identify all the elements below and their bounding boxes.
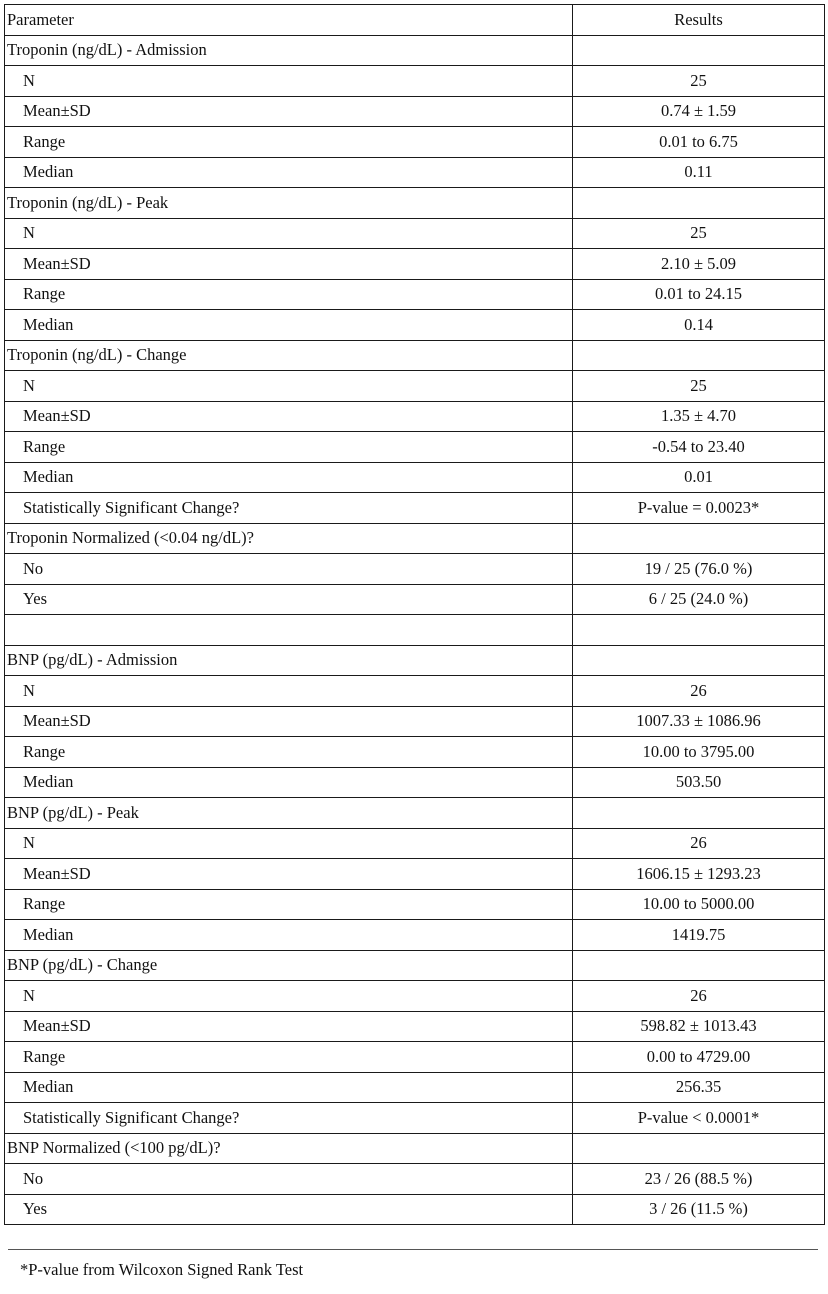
row-result-value — [573, 1133, 825, 1164]
row-result-value — [573, 798, 825, 829]
row-result-value — [573, 340, 825, 371]
row-stat-label: Yes — [5, 584, 573, 615]
row-section-label: Troponin Normalized (<0.04 ng/dL)? — [5, 523, 573, 554]
row-result-value: 1606.15 ± 1293.23 — [573, 859, 825, 890]
row-result-value: 1007.33 ± 1086.96 — [573, 706, 825, 737]
row-result-value: 503.50 — [573, 767, 825, 798]
row-result-value: 0.14 — [573, 310, 825, 341]
table-row — [5, 706, 825, 737]
row-stat-label: N — [5, 218, 573, 249]
row-stat-label: Mean±SD — [5, 249, 573, 280]
row-stat-label: N — [5, 676, 573, 707]
row-result-value: 3 / 26 (11.5 %) — [573, 1194, 825, 1225]
table-header-row — [5, 5, 825, 36]
row-stat-label: Range — [5, 737, 573, 768]
table-row — [5, 188, 825, 219]
table-row — [5, 462, 825, 493]
table-row — [5, 1042, 825, 1073]
row-section-label: BNP (pg/dL) - Admission — [5, 645, 573, 676]
header-parameter: Parameter — [5, 5, 573, 36]
table-row — [5, 737, 825, 768]
table-row — [5, 950, 825, 981]
table-body — [5, 35, 825, 1225]
row-stat-label: Median — [5, 310, 573, 341]
table-row — [5, 157, 825, 188]
row-result-value: 0.01 to 24.15 — [573, 279, 825, 310]
row-result-value: P-value < 0.0001* — [573, 1103, 825, 1134]
table-row — [5, 615, 825, 646]
footnote-divider — [8, 1249, 818, 1250]
table-row — [5, 981, 825, 1012]
row-section-label — [5, 615, 573, 646]
row-result-value — [573, 35, 825, 66]
table-row — [5, 554, 825, 585]
row-stat-label: N — [5, 981, 573, 1012]
table-row — [5, 889, 825, 920]
row-result-value — [573, 950, 825, 981]
row-stat-label: Mean±SD — [5, 859, 573, 890]
row-section-label: BNP (pg/dL) - Change — [5, 950, 573, 981]
row-result-value: 26 — [573, 981, 825, 1012]
table-row — [5, 310, 825, 341]
row-result-value: 0.01 — [573, 462, 825, 493]
table-row — [5, 828, 825, 859]
row-stat-label: No — [5, 554, 573, 585]
row-result-value: 0.01 to 6.75 — [573, 127, 825, 158]
row-result-value: 1.35 ± 4.70 — [573, 401, 825, 432]
row-stat-label: Mean±SD — [5, 1011, 573, 1042]
row-section-label: Troponin (ng/dL) - Admission — [5, 35, 573, 66]
row-stat-label: Mean±SD — [5, 706, 573, 737]
table-row — [5, 1194, 825, 1225]
table-row — [5, 798, 825, 829]
row-result-value: 256.35 — [573, 1072, 825, 1103]
row-stat-label: Range — [5, 1042, 573, 1073]
row-result-value: 0.00 to 4729.00 — [573, 1042, 825, 1073]
table-row — [5, 279, 825, 310]
row-result-value: 1419.75 — [573, 920, 825, 951]
table-row — [5, 676, 825, 707]
row-stat-label: Yes — [5, 1194, 573, 1225]
row-result-value: 598.82 ± 1013.43 — [573, 1011, 825, 1042]
row-stat-label: Median — [5, 1072, 573, 1103]
table-row — [5, 523, 825, 554]
table-row — [5, 66, 825, 97]
footnote: *P-value from Wilcoxon Signed Rank Test — [20, 1260, 304, 1279]
row-result-value: 0.11 — [573, 157, 825, 188]
row-result-value: 26 — [573, 828, 825, 859]
table-row — [5, 249, 825, 280]
row-stat-label: N — [5, 66, 573, 97]
row-stat-label: Mean±SD — [5, 401, 573, 432]
table-row — [5, 340, 825, 371]
row-result-value: -0.54 to 23.40 — [573, 432, 825, 463]
table-row — [5, 920, 825, 951]
table-row — [5, 1133, 825, 1164]
row-result-value — [573, 645, 825, 676]
row-result-value: 2.10 ± 5.09 — [573, 249, 825, 280]
table-row — [5, 767, 825, 798]
table-row — [5, 1072, 825, 1103]
row-result-value: 25 — [573, 66, 825, 97]
row-section-label: BNP Normalized (<100 pg/dL)? — [5, 1133, 573, 1164]
row-section-label: Troponin (ng/dL) - Change — [5, 340, 573, 371]
row-result-value: P-value = 0.0023* — [573, 493, 825, 524]
row-stat-label: Statistically Significant Change? — [5, 493, 573, 524]
row-stat-label: N — [5, 828, 573, 859]
row-stat-label: Statistically Significant Change? — [5, 1103, 573, 1134]
table-row — [5, 1011, 825, 1042]
row-section-label: Troponin (ng/dL) - Peak — [5, 188, 573, 219]
row-result-value: 0.74 ± 1.59 — [573, 96, 825, 127]
table-row — [5, 432, 825, 463]
header-results: Results — [573, 5, 825, 36]
row-stat-label: Range — [5, 432, 573, 463]
table-row — [5, 859, 825, 890]
row-stat-label: Median — [5, 767, 573, 798]
row-stat-label: Median — [5, 157, 573, 188]
row-stat-label: Median — [5, 462, 573, 493]
row-result-value: 25 — [573, 218, 825, 249]
row-stat-label: No — [5, 1164, 573, 1195]
table-row — [5, 1164, 825, 1195]
table-row — [5, 371, 825, 402]
table-row — [5, 401, 825, 432]
row-result-value: 23 / 26 (88.5 %) — [573, 1164, 825, 1195]
table-row — [5, 35, 825, 66]
row-result-value — [573, 188, 825, 219]
row-stat-label: Range — [5, 279, 573, 310]
row-result-value: 6 / 25 (24.0 %) — [573, 584, 825, 615]
row-stat-label: Range — [5, 889, 573, 920]
table-row — [5, 127, 825, 158]
row-stat-label: Range — [5, 127, 573, 158]
table-row — [5, 1103, 825, 1134]
row-stat-label: Median — [5, 920, 573, 951]
table-row — [5, 96, 825, 127]
row-stat-label: N — [5, 371, 573, 402]
table-row — [5, 493, 825, 524]
results-table — [4, 4, 825, 1225]
row-result-value: 10.00 to 5000.00 — [573, 889, 825, 920]
row-stat-label: Mean±SD — [5, 96, 573, 127]
row-section-label: BNP (pg/dL) - Peak — [5, 798, 573, 829]
row-result-value: 25 — [573, 371, 825, 402]
table-row — [5, 218, 825, 249]
row-result-value: 19 / 25 (76.0 %) — [573, 554, 825, 585]
table-row — [5, 645, 825, 676]
row-result-value — [573, 523, 825, 554]
row-result-value — [573, 615, 825, 646]
table-row — [5, 584, 825, 615]
row-result-value: 10.00 to 3795.00 — [573, 737, 825, 768]
row-result-value: 26 — [573, 676, 825, 707]
